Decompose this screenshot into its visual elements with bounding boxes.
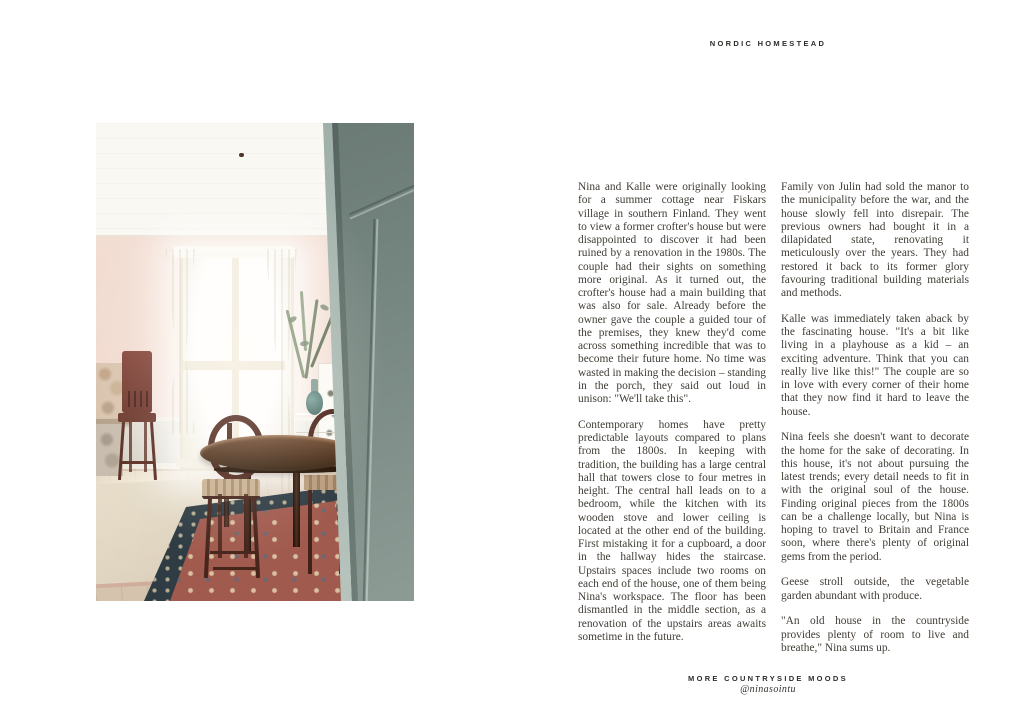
photo-wall-chair-slats [124,391,150,407]
article-paragraph: Nina and Kalle were originally looking for a summer cottage near Fiskars village in southern Finland. They went to view a former crofter's house but were disappointed to discover it had been ruined by a renovation in the 1980s. The couple had their sights on something more original. As it turned out, the crofter's house had a main building that was also for sale. Already before the owner gave the couple a guided tour of the premises, they knew they'd come across something incredible that was to become their future home. No time was wasted in making the decision – standing in the porch, they said out loud in unison: "We'll take this". [578,181,766,405]
page-header [512,39,1024,48]
photo-wall-chair-leg [144,422,147,472]
photo-wall-chair-seat [118,413,156,422]
photo-leaf [319,303,329,311]
photo-dining-chair-stretcher [213,567,257,570]
article-paragraph: Nina feels she doesn't want to decorate the home for the sake of decorating. In this house, it's not about pursuing the latest trends; every detail needs to fit in with the original soul of the house. Finding original pieces from the 1800s can be a challenge locally, but Nina is hoping to travel to Britain and France soon, where there's plenty of original gems from the period. [781,431,969,563]
photo-dining-chair-leg [244,494,248,558]
article-paragraph: Kalle was immediately taken aback by the fascinating house. "It's a bit like living in a playhouse as a kid – an exciting adventure. Think that you can really live like this!" The couple are so in love with every corner of their home that they now find it hard to leave the house. [781,312,969,418]
photo-dining-chair-stretcher [210,551,258,554]
article-column-2 [781,181,969,668]
photo-wall-chair-stretcher [122,461,154,464]
photo-table-top [200,435,358,471]
article-column-1 [578,181,766,657]
photo-dining-chair-right-leg [308,490,312,574]
page-footer [512,674,1024,683]
article-paragraph: "An old house in the countryside provides plenty of room to live and breathe," Nina sums up. [781,615,969,654]
instagram-handle: @ninasointu [740,684,796,695]
photo-vase [306,391,323,415]
interior-photo [96,123,414,601]
photo-table-leg [293,471,300,547]
photo-ceiling-hook [239,153,244,157]
article-paragraph: Geese stroll outside, the vegetable garden abundant with produce. [781,576,969,602]
photo-window-mullion-horizontal [183,361,285,370]
article-paragraph: Family von Julin had sold the manor to the municipality before the war, and the house slowly fell into disrepair. The previous owners had bought it in a dilapidated state, renovating it meticulously over the years. They had restored it back to its former glory favouring traditional building materials and methods. [781,181,969,299]
photo-leaf [300,340,310,346]
article-paragraph: Contemporary homes have pretty predictable layouts compared to plans from the 1800s. In keeping with tradition, the building has a large central hall that towers close to four metres in height. The central hall leads on to a bedroom, while the kitchen with its wooden stove and lower ceiling is located at the other end of the building. First mistaking it for a cupboard, a door in the hallway hides the staircase. Upstairs spaces include two rooms on each end of the house, one of them being Nina's workspace. The floor has been dismantled in the middle section, as a renovation of the upstairs areas awaits sometime in the future. [578,418,766,643]
page-title: NORDIC HOMESTEAD [709,39,827,48]
photo-wall-chair-leg [129,422,132,472]
footer-caption: MORE COUNTRYSIDE MOODS [688,674,848,683]
photo-dining-chair-leg [218,494,222,558]
